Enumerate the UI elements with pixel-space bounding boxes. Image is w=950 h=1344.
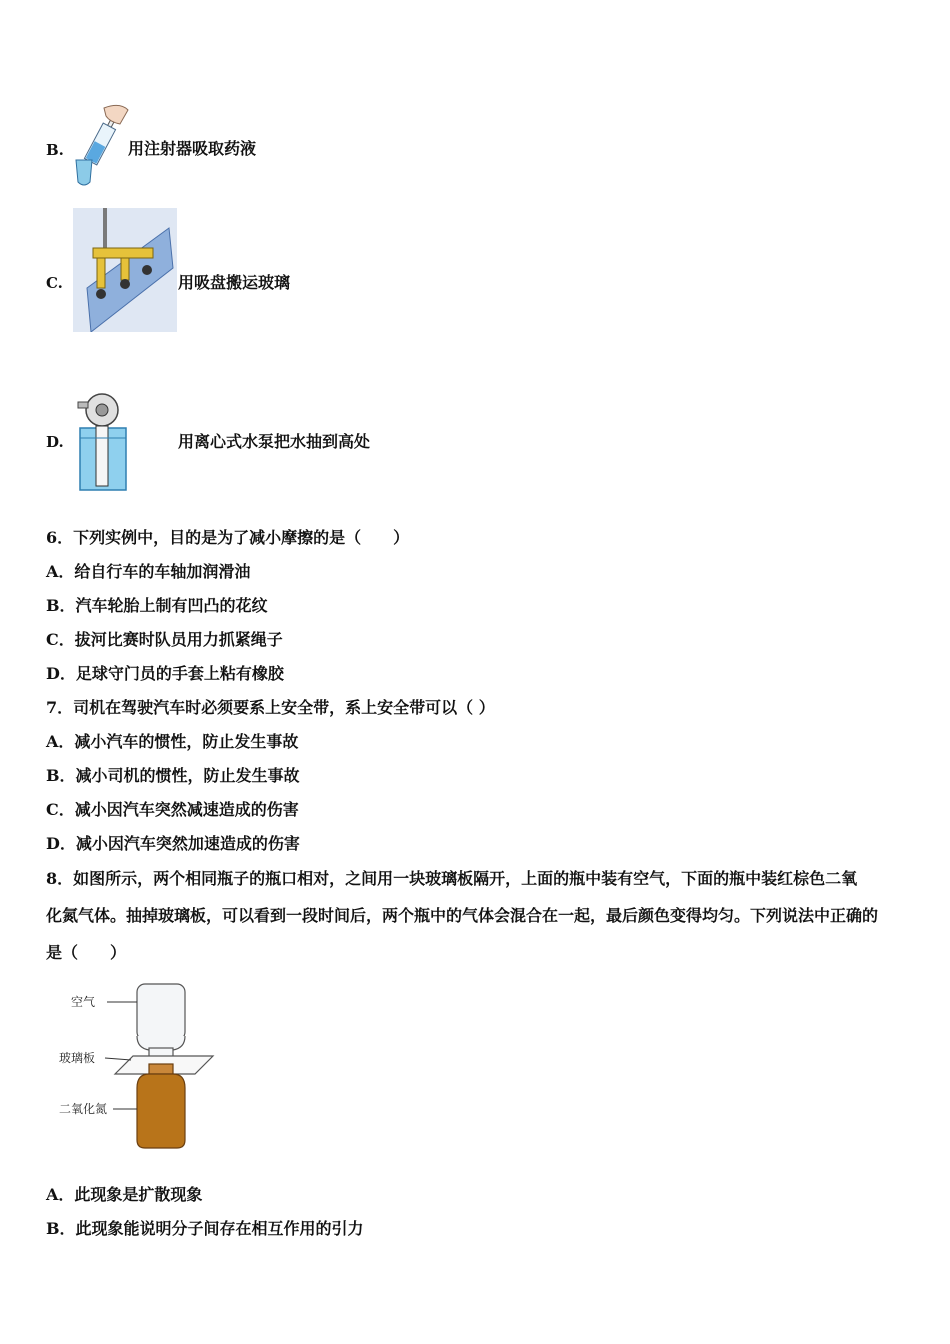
q7-option-c: C．减小因汽车突然减速造成的伤害 xyxy=(46,800,299,819)
q8-stem-line-2: 化氮气体。抽掉玻璃板，可以看到一段时间后，两个瓶中的气体会混合在一起，最后颜色变得均匀。下列说法中正确的 xyxy=(46,906,879,925)
q5-option-c-text: 用吸盘搬运玻璃 xyxy=(178,273,291,292)
q5-option-d-letter: D. xyxy=(46,433,64,451)
q7-option-d: D．减小因汽车突然加速造成的伤害 xyxy=(46,834,300,853)
q6-option-a: A．给自行车的车轴加润滑油 xyxy=(46,562,251,581)
q8-option-b: B．此现象能说明分子间存在相互作用的引力 xyxy=(46,1219,364,1238)
q7-option-b: B．减小司机的惯性，防止发生事故 xyxy=(46,766,300,785)
label-no2: 二氧化氮 xyxy=(59,1102,108,1116)
q5-option-c-letter: C. xyxy=(46,274,63,292)
q6-option-c: C．拔河比赛时队员用力抓紧绳子 xyxy=(46,630,283,649)
no2-bottle xyxy=(137,1074,185,1148)
air-bottle xyxy=(137,984,185,1040)
q6-stem: 6．下列实例中，目的是为了减小摩擦的是（ ） xyxy=(46,528,410,547)
q5-option-d-text: 用离心式水泵把水抽到高处 xyxy=(178,432,371,451)
q5-option-b-text: 用注射器吸取药液 xyxy=(128,139,257,158)
suction-cup-glass-icon xyxy=(73,208,177,332)
q8-stem-line-3: 是（ ） xyxy=(46,943,127,962)
q5-option-b-letter: B. xyxy=(46,141,64,159)
q7-option-a: A．减小汽车的惯性，防止发生事故 xyxy=(46,732,299,751)
q8-option-a: A．此现象是扩散现象 xyxy=(46,1185,203,1204)
q6-option-b: B．汽车轮胎上制有凹凸的花纹 xyxy=(46,596,268,615)
label-glass-plate: 玻璃板 xyxy=(59,1051,96,1065)
q6-option-d: D．足球守门员的手套上粘有橡胶 xyxy=(46,664,284,683)
q8-stem-line-1: 8．如图所示，两个相同瓶子的瓶口相对，之间用一块玻璃板隔开，上面的瓶中装有空气，下面的瓶中装红棕色二氧 xyxy=(46,869,858,888)
q7-stem: 7．司机在驾驶汽车时必须要系上安全带，系上安全带可以（ ） xyxy=(46,698,495,717)
centrifugal-pump-icon xyxy=(72,390,136,494)
syringe-icon xyxy=(70,100,130,188)
gas-diffusion-bottles-figure xyxy=(55,980,225,1152)
label-air: 空气 xyxy=(71,995,96,1009)
